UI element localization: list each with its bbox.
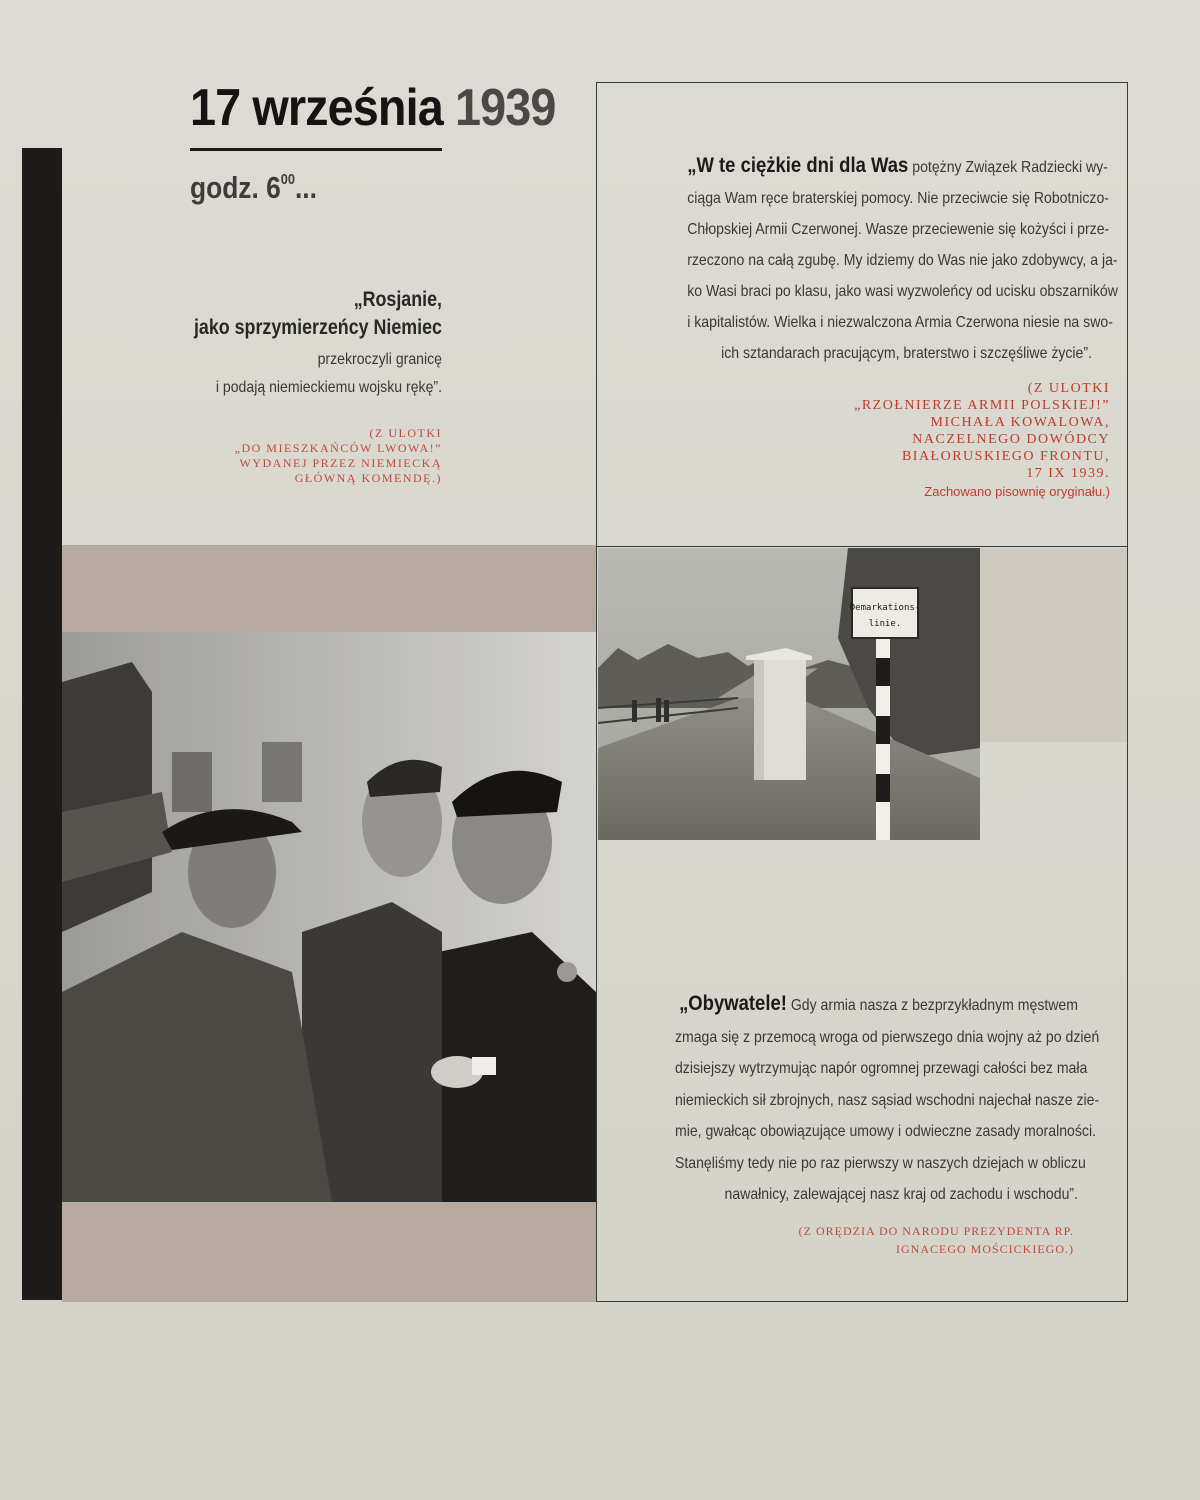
photo-demarcation-illustration (598, 548, 980, 840)
quote-bottom-lead-rest: Gdy armia nasza z bezprzykładnym męstwem (786, 997, 1078, 1014)
quote-right (632, 150, 1118, 369)
quote-right-line (687, 150, 1108, 183)
quote-right-line: rzeczono na całą zgubę. My idziemy do Was nie jako zdobywcy, a ja- (687, 252, 1118, 269)
quote-right-line: i kapitalistów. Wielka i niezwalczona Armia Czerwona niesie na swo- (687, 314, 1113, 331)
sign-text-line-1: Demarkations- (849, 603, 921, 613)
quote-bottom-line: mie, gwałcąc obowiązujące umowy i odwieczne zasady moralności. (674, 1123, 1096, 1140)
sign-text-line-2: linie. (868, 619, 902, 629)
time-prefix: godz. 6 (190, 170, 281, 205)
quote-bottom-line: Stanęliśmy tedy nie po raz pierwszy w naszych dziejach w obliczu (674, 1154, 1086, 1172)
time-heading (190, 170, 317, 206)
quote-right-line: ciąga Wam ręce braterskiej pomocy. Nie przeciwcie się Robotniczo- (687, 190, 1109, 207)
quote-left-bold-1: „Rosjanie, (353, 288, 442, 311)
source-right (760, 380, 1110, 500)
source-right-line: 17 IX 1939. (1026, 466, 1110, 481)
time-suffix: ... (294, 170, 317, 205)
title-underline (190, 148, 442, 151)
quote-left (130, 286, 442, 402)
title-day: 17 września (190, 79, 443, 137)
black-vertical-bar (22, 148, 62, 1300)
source-right-line: BIAŁORUSKIEGO FRONTU, (901, 449, 1110, 464)
quote-bottom-line (675, 988, 1078, 1022)
source-right-line: „RZOŁNIERZE ARMII POLSKIEJ!” (854, 398, 1110, 413)
source-right-line: NACZELNEGO DOWÓDCY (912, 432, 1110, 447)
source-right-line: MICHAŁA KOWALOWA, (930, 415, 1110, 430)
photo-soldiers (62, 632, 596, 1202)
time-superscript: 00 (280, 171, 295, 188)
quote-right-lead-rest: potężny Związek Radziecki wy- (908, 159, 1108, 176)
source-right-line: (Z ULOTKI (1027, 381, 1110, 396)
source-right-note: Zachowano pisownię oryginału.) (924, 484, 1110, 499)
quote-bottom-line: dzisiejszy wytrzymując napór ogromnej przewagi całości bez mała (674, 1060, 1088, 1077)
quote-bottom-line: nawałnicy, zalewającej nasz kraj od zachodu i wschodu”. (724, 1186, 1078, 1203)
page-title (190, 78, 555, 138)
source-bottom-line: IGNACEGO MOŚCICKIEGO.) (896, 1242, 1074, 1256)
photo-soldiers-illustration (62, 632, 596, 1202)
quote-bottom-line: zmaga się z przemocą wroga od pierwszego dnia wojny aż po dzień (674, 1028, 1100, 1046)
source-bottom (700, 1222, 1074, 1258)
source-left-line: WYDANEJ PRZEZ NIEMIECKĄ (239, 456, 442, 470)
quote-left-line-3: przekroczyli granicę (317, 351, 442, 368)
quote-left-bold-2: jako sprzymierzeńcy Niemiec (193, 316, 442, 339)
quote-bottom (620, 988, 1100, 1211)
title-year: 1939 (454, 79, 556, 137)
quote-right-line: ko Wasi braci po klasu, jako wasi wyzwoleńcy od ucisku obszarników (687, 283, 1118, 300)
source-left (230, 426, 442, 486)
source-left-line: GŁÓWNĄ KOMENDĘ.) (294, 471, 442, 485)
source-left-line: „DO MIESZKAŃCÓW LWOWA!” (234, 441, 442, 455)
source-left-line: (Z ULOTKI (369, 426, 442, 440)
quote-bottom-line: niemieckich sił zbrojnych, nasz sąsiad wschodni najechał nasze zie- (674, 1091, 1100, 1109)
quote-right-lead-bold: „W te ciężkie dni dla Was (687, 154, 909, 177)
quote-left-line-4: i podają niemieckiemu wojsku rękę”. (215, 379, 442, 396)
source-bottom-line: (Z ORĘDZIA DO NARODU PREZYDENTA RP. (798, 1224, 1074, 1238)
quote-right-line: Chłopskiej Armii Czerwonej. Wasze przeciewenie się kożyści i prze- (687, 221, 1110, 238)
quote-bottom-lead-bold: „Obywatele! (679, 992, 787, 1015)
right-box-divider (596, 546, 1128, 547)
photo-demarcation-line (598, 548, 980, 840)
quote-right-line: ich sztandarach pracującym, braterstwo i szczęśliwe życie”. (721, 345, 1092, 362)
